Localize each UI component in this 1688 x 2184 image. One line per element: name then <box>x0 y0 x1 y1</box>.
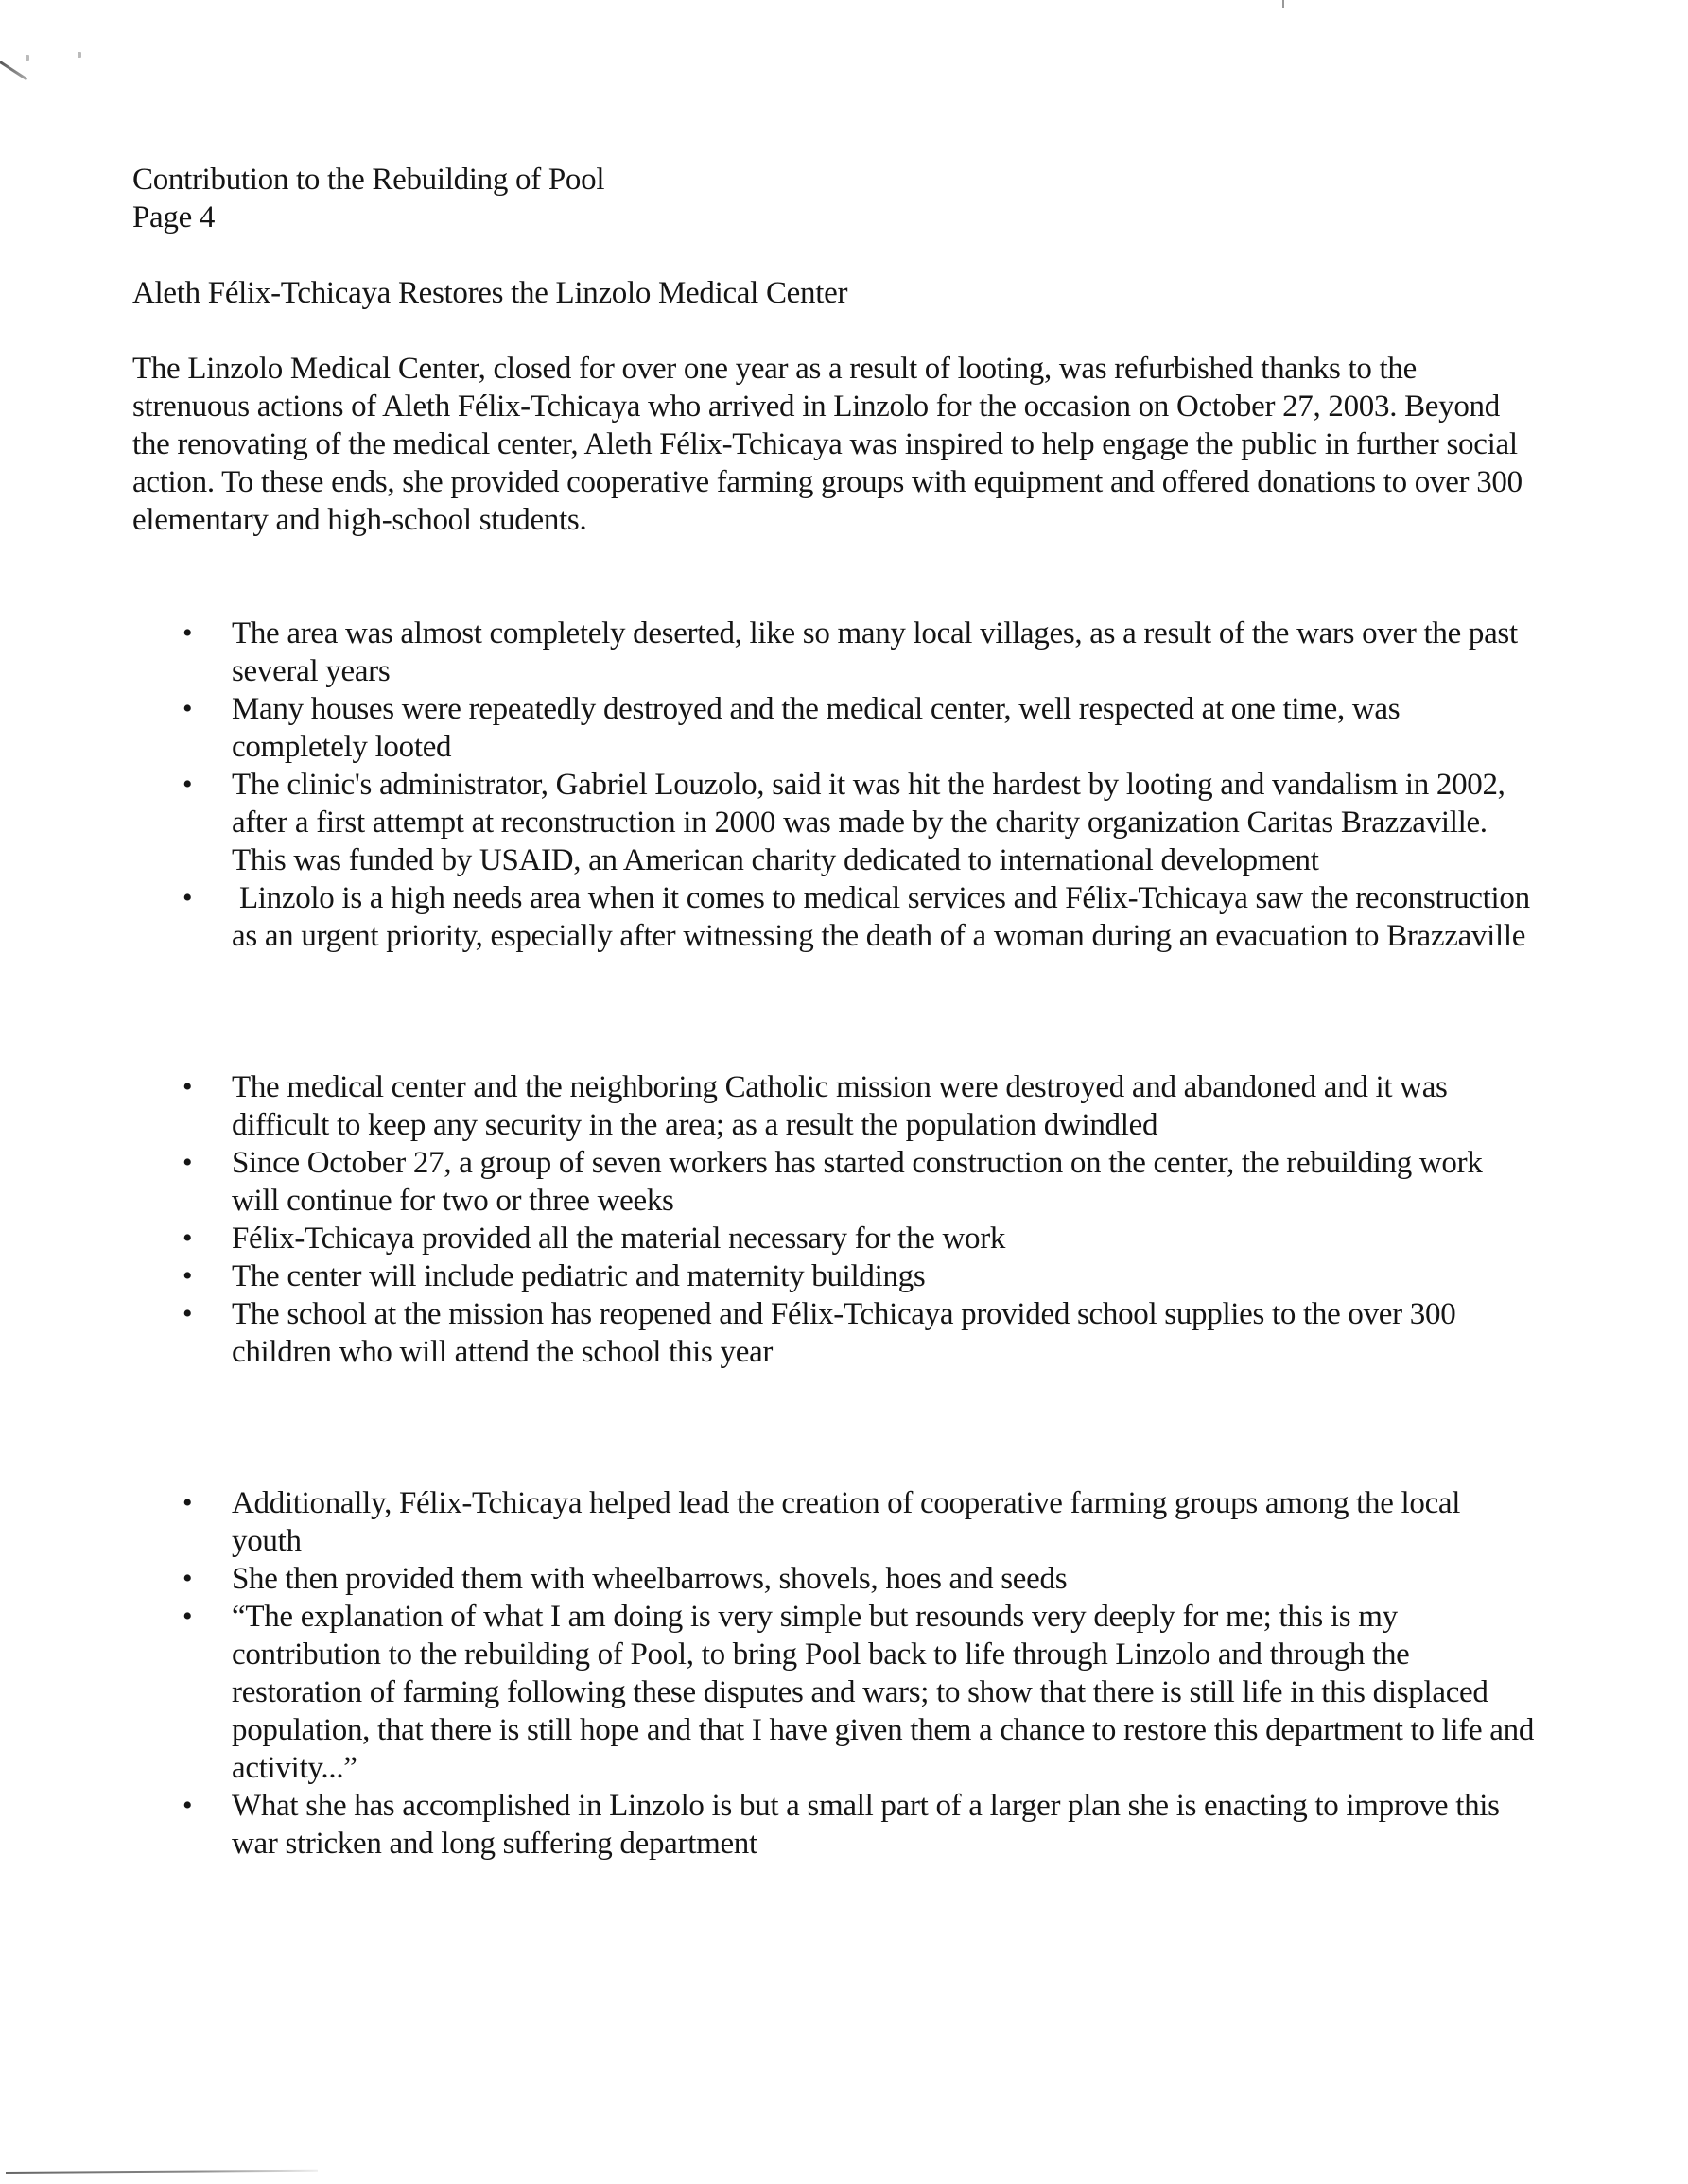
bullet-list-farming <box>132 1484 1535 1863</box>
list-item-text: Félix-Tchicaya provided all the material necessary for the work <box>232 1222 1006 1256</box>
bullet-icon: • <box>183 1563 193 1594</box>
list-item <box>132 879 1537 955</box>
list-item-text: The center will include pediatric and maternity buildings <box>232 1259 926 1293</box>
list-item-text: The school at the mission has reopened and Félix-Tchicaya provided school supplies to the over 300 children who will attend the school this year <box>232 1297 1456 1369</box>
bullet-icon: • <box>183 693 193 724</box>
bullet-icon: • <box>183 1260 193 1291</box>
bullet-icon: • <box>183 1298 193 1329</box>
list-item <box>132 1295 1537 1371</box>
list-item <box>132 690 1537 766</box>
bullet-icon: • <box>183 1222 193 1254</box>
list-item <box>132 1787 1537 1863</box>
list-item-text: Since October 27, a group of seven workers has started construction on the center, the rebuilding work will continue for two or three weeks <box>232 1146 1483 1218</box>
page-number: Page 4 <box>132 200 216 234</box>
scan-artifact-dot <box>26 55 29 61</box>
scan-artifact-line <box>6 2170 318 2174</box>
bullet-icon: • <box>183 617 193 649</box>
list-item-text: Linzolo is a high needs area when it comes to medical services and Félix-Tchicaya saw the reconstruction as an urgent priority, especially after witnessing the death of a woman during an evacuation to Brazzaville <box>232 881 1538 953</box>
list-item <box>132 1560 1537 1598</box>
list-item <box>132 1220 1537 1257</box>
bullet-list-background <box>132 615 1538 955</box>
list-item-text: Additionally, Félix-Tchicaya helped lead the creation of cooperative farming groups among the local youth <box>232 1486 1461 1558</box>
list-item <box>132 766 1537 879</box>
scan-artifact-dot <box>78 52 81 58</box>
list-item-text: What she has accomplished in Linzolo is but a small part of a larger plan she is enacting to improve this war stricken and long suffering department <box>232 1789 1500 1861</box>
bullet-icon: • <box>183 1071 193 1102</box>
list-item-text: Many houses were repeatedly destroyed and the medical center, well respected at one time, was completely looted <box>232 692 1401 764</box>
document-body <box>132 161 1538 1863</box>
list-item-text: The clinic's administrator, Gabriel Louzolo, said it was hit the hardest by looting and vandalism in 2002, after a first attempt at reconstruction in 2000 was made by the charity organization Caritas Brazzaville. This was funded by USAID, an American charity dedicated to international development <box>232 768 1505 877</box>
list-item <box>132 615 1537 690</box>
bullet-icon: • <box>183 1790 193 1821</box>
list-item <box>132 1068 1537 1144</box>
list-item <box>132 1598 1537 1787</box>
bullet-icon: • <box>183 1601 193 1632</box>
list-item-text: “The explanation of what I am doing is very simple but resounds very deeply for me; this is my contribution to the rebuilding of Pool, to bring Pool back to life through Linzolo and through the restoration of farming following these disputes and wars; to show that there is still life in this displaced population, that there is still hope and that I have given them a chance to restore this department to life and activity...” <box>232 1600 1535 1785</box>
bullet-icon: • <box>183 769 193 800</box>
scan-artifact-mark <box>0 61 27 80</box>
bullet-icon: • <box>183 1147 193 1178</box>
scan-artifact-tick <box>1282 0 1284 8</box>
list-item <box>132 1144 1537 1220</box>
intro-paragraph: The Linzolo Medical Center, closed for over one year as a result of looting, was refurbished thanks to the strenuous actions of Aleth Félix-Tchicaya who arrived in Linzolo for the occasion on October 27, 2003. Beyond the renovating of the medical center, Aleth Félix-Tchicaya was inspired to help engage the public in further social action. To these ends, she provided cooperative farming groups with equipment and offered donations to over 300 elementary and high-school students. <box>132 352 1523 537</box>
bullet-icon: • <box>183 1487 193 1518</box>
list-item-text: The area was almost completely deserted, like so many local villages, as a result of the wars over the past several years <box>232 616 1518 688</box>
list-item-text: The medical center and the neighboring Catholic mission were destroyed and abandoned and it was difficult to keep any security in the area; as a result the population dwindled <box>232 1070 1448 1142</box>
article-title: Aleth Félix-Tchicaya Restores the Linzolo Medical Center <box>132 276 848 310</box>
list-item <box>132 1484 1537 1560</box>
list-item <box>132 1257 1537 1295</box>
bullet-icon: • <box>183 882 193 913</box>
list-item-text: She then provided them with wheelbarrows, shovels, hoes and seeds <box>232 1562 1068 1596</box>
bullet-list-reconstruction <box>132 1068 1532 1371</box>
document-header-title: Contribution to the Rebuilding of Pool <box>132 163 605 197</box>
